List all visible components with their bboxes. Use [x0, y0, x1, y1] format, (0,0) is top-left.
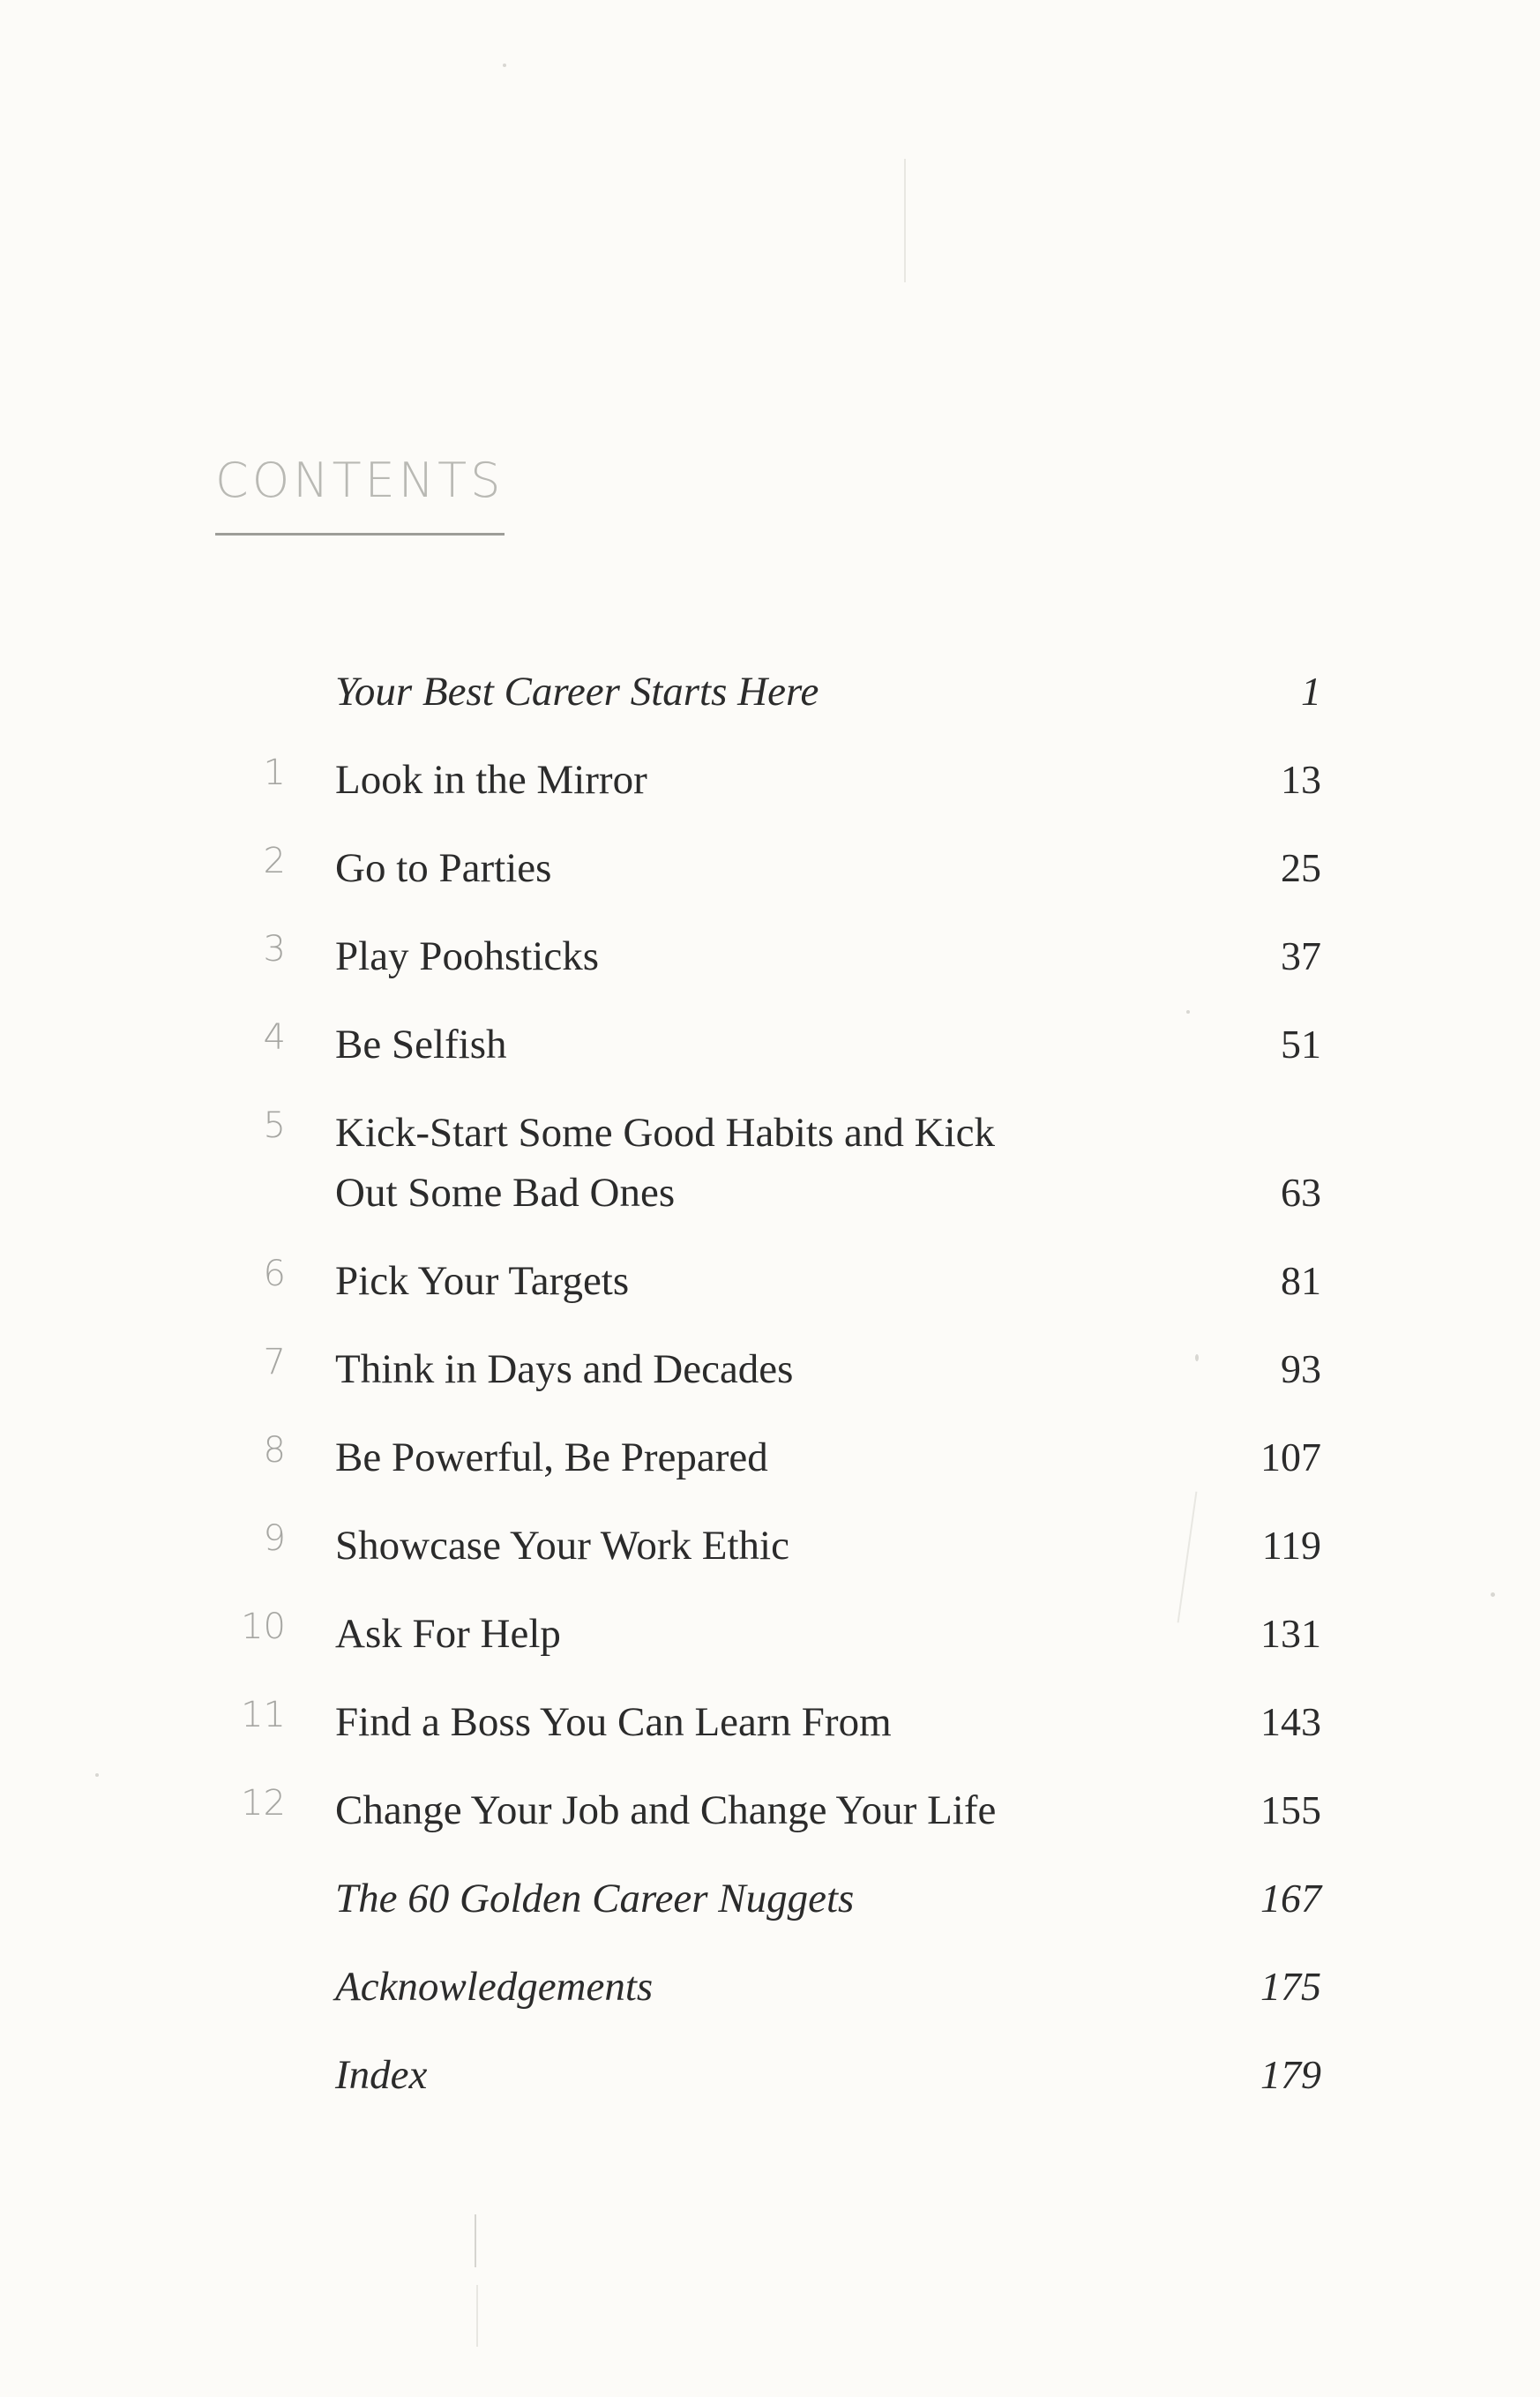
page-number: 63 — [1281, 1170, 1321, 1215]
page-number: 179 — [1260, 2052, 1321, 2097]
page-number: 51 — [1281, 1022, 1321, 1067]
chapter-title: Find a Boss You Can Learn From — [335, 1699, 892, 1745]
chapter-title: Ask For Help — [335, 1611, 561, 1657]
toc-entry — [0, 2045, 1540, 2098]
chapter-title: Your Best Career Starts Here — [335, 669, 819, 715]
page-number: 175 — [1260, 1964, 1321, 2009]
scan-speck — [95, 1773, 99, 1777]
chapter-title: Look in the Mirror — [335, 757, 647, 803]
page-number: 155 — [1260, 1787, 1321, 1832]
chapter-title: Think in Days and Decades — [335, 1346, 794, 1392]
chapter-title: The 60 Golden Career Nuggets — [335, 1876, 855, 1921]
chapter-title: Be Selfish — [335, 1022, 507, 1067]
toc-entry — [0, 1957, 1540, 2010]
chapter-number: 10 — [241, 1607, 286, 1647]
page-number: 13 — [1281, 757, 1321, 802]
toc-entry — [0, 926, 1540, 979]
toc-entry — [0, 1427, 1540, 1480]
toc-entry — [0, 1604, 1540, 1657]
page-number: 107 — [1260, 1434, 1321, 1479]
chapter-title: Go to Parties — [335, 845, 552, 891]
chapter-title: Acknowledgements — [335, 1964, 654, 2010]
chapter-number: 11 — [241, 1695, 286, 1735]
page-number: 131 — [1260, 1611, 1321, 1656]
chapter-number: 3 — [263, 929, 286, 970]
toc-entry — [0, 1339, 1540, 1392]
chapter-number: 2 — [263, 841, 286, 881]
page-number: 119 — [1261, 1523, 1321, 1568]
toc-entry — [0, 838, 1540, 891]
toc-entry — [0, 750, 1540, 803]
chapter-number: 9 — [263, 1518, 286, 1559]
toc-entry — [0, 1251, 1540, 1304]
page-number: 37 — [1281, 933, 1321, 978]
page-number: 93 — [1281, 1346, 1321, 1391]
toc-entry — [0, 1692, 1540, 1745]
scan-speck — [503, 64, 506, 67]
scan-streak — [904, 159, 906, 282]
chapter-title: Showcase Your Work Ethic — [335, 1523, 789, 1569]
scan-speck — [1186, 1010, 1190, 1014]
toc-entry — [0, 1780, 1540, 1833]
chapter-number: 4 — [263, 1017, 286, 1058]
chapter-title: Play Poohsticks — [335, 933, 600, 979]
chapter-title: Kick-Start Some Good Habits and Kick Out Some Bad Ones — [335, 1110, 995, 1216]
chapter-title: Be Powerful, Be Prepared — [335, 1434, 768, 1480]
toc-entry — [0, 662, 1540, 715]
chapter-number: 6 — [263, 1254, 286, 1294]
chapter-number: 1 — [263, 753, 286, 793]
chapter-title: Change Your Job and Change Your Life — [335, 1787, 997, 1833]
chapter-title: Pick Your Targets — [335, 1258, 630, 1304]
scan-streak — [476, 2285, 478, 2347]
page-number: 1 — [1301, 669, 1321, 714]
scan-streak — [475, 2214, 476, 2267]
page-number: 143 — [1260, 1699, 1321, 1744]
toc-entry — [0, 1516, 1540, 1569]
page-number: 25 — [1281, 845, 1321, 890]
chapter-title: Index — [335, 2052, 428, 2098]
heading-underline — [215, 533, 505, 536]
contents-heading: CONTENTS — [215, 453, 505, 508]
chapter-number: 7 — [263, 1342, 286, 1382]
toc-entry — [0, 1869, 1540, 1921]
toc-entry — [0, 1103, 1540, 1217]
toc-entry — [0, 1015, 1540, 1067]
scan-speck — [1491, 1592, 1495, 1597]
chapter-number: 12 — [241, 1783, 286, 1824]
chapter-number: 5 — [263, 1105, 286, 1146]
page-number: 81 — [1281, 1258, 1321, 1303]
scan-speck — [1195, 1354, 1199, 1361]
chapter-number: 8 — [263, 1430, 286, 1471]
page-number: 167 — [1260, 1876, 1321, 1921]
